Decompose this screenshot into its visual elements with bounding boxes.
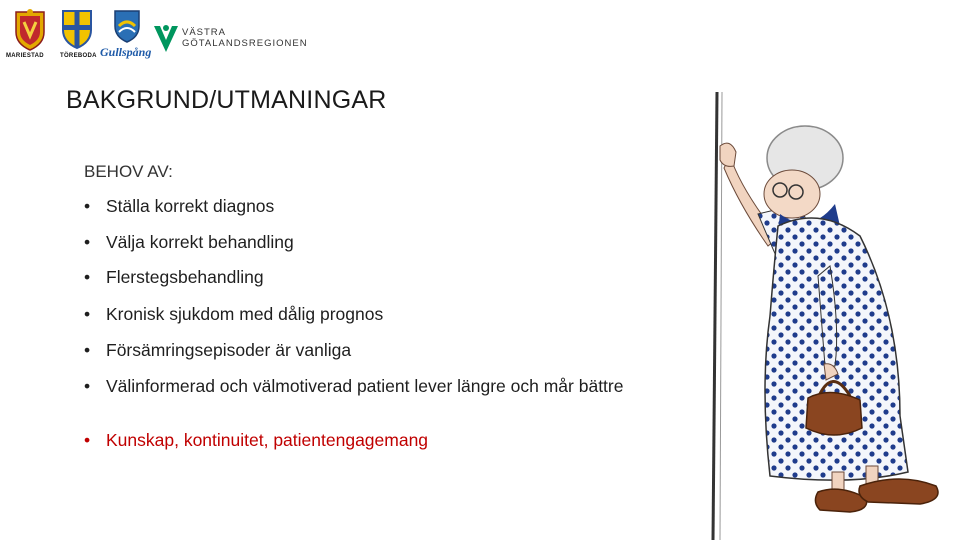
mariestad-caption: MARIESTAD [6, 53, 44, 59]
bullet-dot: • [84, 304, 91, 324]
doorframe-line [713, 92, 717, 540]
bullet-dot: • [84, 340, 91, 360]
bullet-item [84, 340, 351, 361]
bullet-item [84, 376, 623, 397]
elderly-woman-illustration [700, 86, 960, 540]
bullet-text: Välja korrekt behandling [106, 232, 294, 252]
toreboda-logo [60, 8, 94, 50]
bullet-dot: • [84, 196, 91, 216]
bullet-text: Försämringsepisoder är vanliga [106, 340, 352, 360]
bullet-dot: • [84, 232, 91, 252]
bullet-text: Kunskap, kontinuitet, patientengagemang [106, 430, 429, 450]
bullet-item [84, 232, 294, 253]
slide-title: BAKGRUND/UTMANINGAR [66, 86, 387, 114]
woman-hand [720, 143, 736, 166]
woman-face [764, 170, 820, 218]
slide-subtitle: BEHOV AV: [84, 162, 173, 181]
bullet-text: Kronisk sjukdom med dålig prognos [106, 304, 384, 324]
bullet-item [84, 196, 274, 217]
bullet-text: Ställa korrekt diagnos [106, 196, 275, 216]
vgr-line-2: GÖTALANDSREGIONEN [182, 38, 308, 49]
vgr-wordmark [182, 27, 308, 49]
bullet-dot: • [84, 430, 91, 450]
bullet-dot: • [84, 376, 91, 396]
bullet-item-highlight [84, 430, 428, 451]
mariestad-logo [10, 8, 50, 52]
gullspang-logo [112, 8, 142, 44]
logo-bar [4, 8, 324, 64]
vgr-logo [152, 22, 180, 56]
woman-shoe-right [859, 479, 938, 504]
bullet-item [84, 267, 264, 288]
bullet-item [84, 304, 383, 325]
vgr-line-1: VÄSTRA [182, 27, 227, 38]
bullet-text: Flerstegsbehandling [106, 267, 264, 287]
bullet-text: Välinformerad och välmotiverad patient lever längre och mår bättre [106, 376, 624, 396]
bullet-dot: • [84, 267, 91, 287]
toreboda-caption: TÖREBODA [60, 53, 97, 59]
handbag [806, 392, 862, 435]
gullspang-caption: Gullspång [100, 45, 152, 59]
